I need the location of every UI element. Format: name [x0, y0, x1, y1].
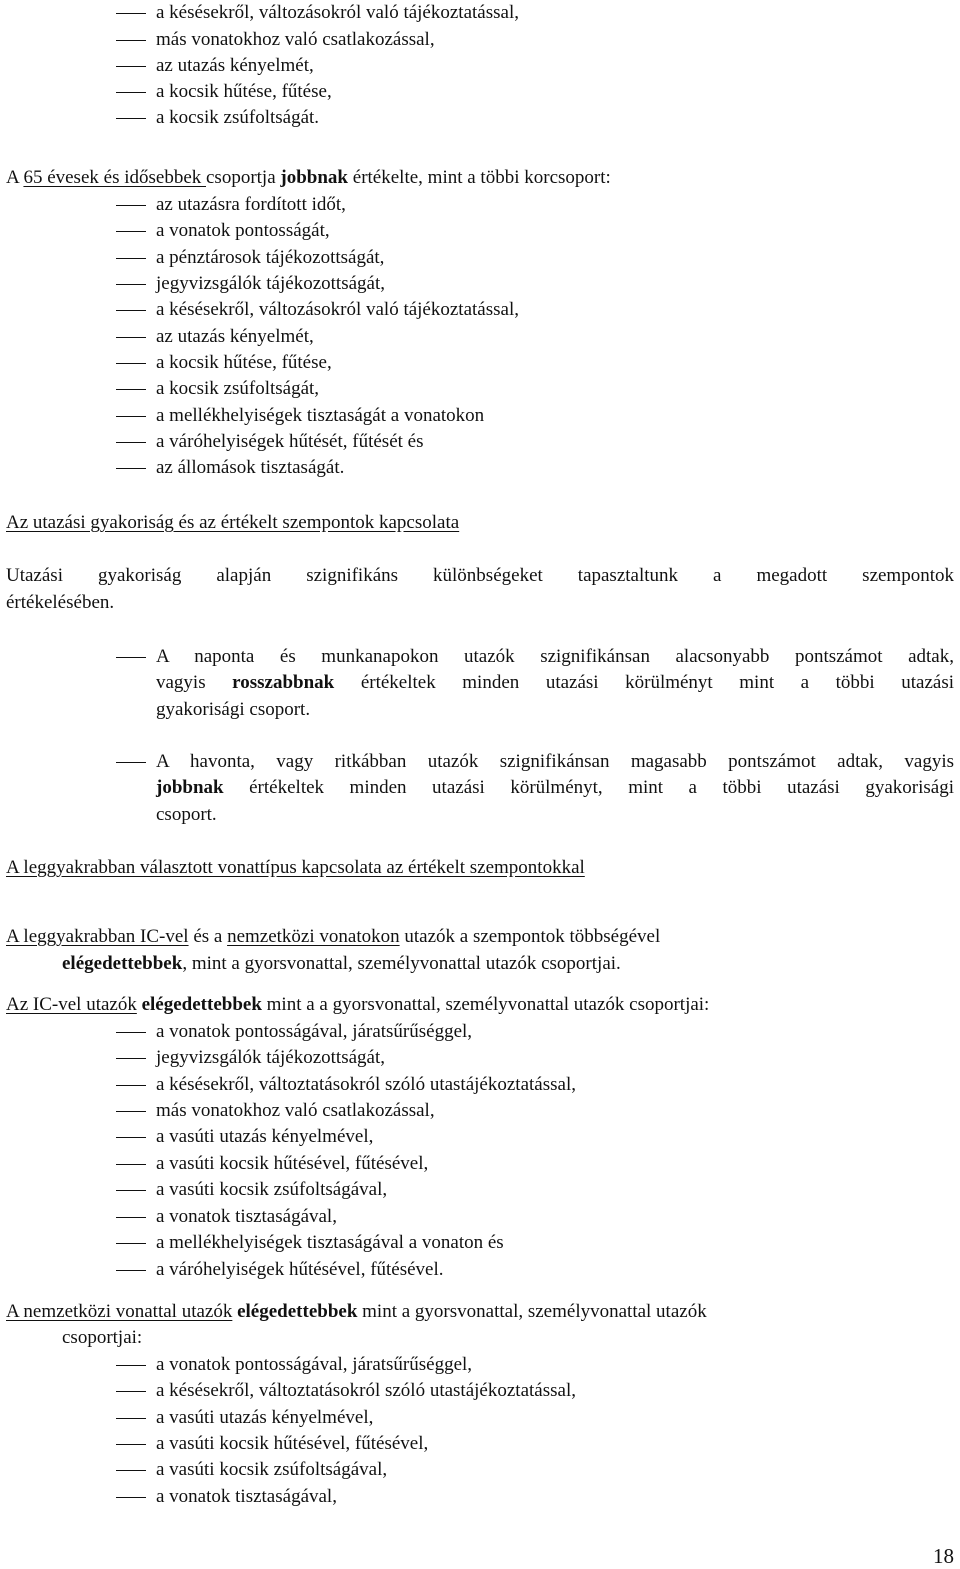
underlined-text: A nemzetközi vonattal utazók	[6, 1301, 233, 1322]
dash-bullet	[116, 468, 146, 469]
list-item: az utazás kényelmét,	[156, 326, 314, 347]
bullet-monthly-line	[156, 775, 954, 801]
underlined-text: nemzetközi vonatokon	[227, 926, 400, 947]
list-item: a pénztárosok tájékozottságát,	[156, 247, 385, 268]
list-item: a vasúti kocsik hűtésével, fűtésével,	[156, 1153, 429, 1174]
dash-bullet	[116, 762, 146, 763]
list-item: a váróhelyiségek hűtésével, fűtésével.	[156, 1259, 444, 1280]
list-item: más vonatokhoz való csatlakozással,	[156, 1100, 435, 1121]
list-item: a vasúti kocsik hűtésével, fűtésével,	[156, 1433, 429, 1454]
dash-bullet	[116, 284, 146, 285]
text: értékelte, mint a többi korcsoport:	[348, 167, 611, 188]
text: értékeltek minden utazási körülményt, mint a többi utazási gyakorisági	[223, 777, 954, 798]
list-item: a késésekről, változtatásokról szóló utastájékoztatással,	[156, 1074, 576, 1095]
page-number: 18	[933, 1544, 954, 1568]
dash-bullet	[116, 1243, 146, 1244]
dash-bullet	[116, 1032, 146, 1033]
list-item: a vasúti utazás kényelmével,	[156, 1126, 374, 1147]
text: mint a gyorsvonattal, személyvonattal utazók	[357, 1301, 707, 1322]
dash-bullet	[116, 389, 146, 390]
paragraph-international	[6, 1299, 707, 1325]
dash-bullet	[116, 1217, 146, 1218]
list-item: jegyvizsgálók tájékozottságát,	[156, 1047, 385, 1068]
list-item: a késésekről, változásokról való tájékoztatással,	[156, 2, 519, 23]
bold-text: elégedettebbek	[62, 953, 183, 974]
list-item: a vonatok tisztaságával,	[156, 1206, 337, 1227]
dash-bullet	[116, 1111, 146, 1112]
list-item: a késésekről, változásokról való tájékoztatással,	[156, 299, 519, 320]
dash-bullet	[116, 118, 146, 119]
dash-bullet	[116, 337, 146, 338]
bullet-daily-line: A naponta és munkanapokon utazók szignifikánsan alacsonyabb pontszámot adtak,	[156, 646, 954, 667]
bullet-monthly-line: A havonta, vagy ritkábban utazók szignifikánsan magasabb pontszámot adtak, vagyis	[156, 751, 954, 772]
text: és a	[188, 926, 228, 947]
dash-bullet	[116, 442, 146, 443]
dash-bullet	[116, 13, 146, 14]
list-item: a kocsik zsúfoltságát,	[156, 378, 320, 399]
text: mint a a gyorsvonattal, személyvonattal utazók csoportjai:	[261, 994, 710, 1015]
bold-text: jobbnak	[156, 777, 224, 798]
text: értékeltek minden utazási körülményt mint a többi utazási	[334, 672, 955, 693]
dash-bullet	[116, 231, 146, 232]
bullet-monthly-line: csoport.	[156, 804, 217, 825]
paragraph-frequency-line: értékelésében.	[6, 592, 115, 613]
bullet-daily-line	[156, 670, 954, 696]
dash-bullet	[116, 40, 146, 41]
dash-bullet	[116, 1058, 146, 1059]
dash-bullet	[116, 1190, 146, 1191]
dash-bullet	[116, 1085, 146, 1086]
list-item: a kocsik zsúfoltságát.	[156, 107, 320, 128]
list-item: a vasúti utazás kényelmével,	[156, 1407, 374, 1428]
list-item: a mellékhelyiségek tisztaságát a vonatokon	[156, 405, 485, 426]
text: utazók a szempontok többségével	[399, 926, 661, 947]
list-item: a vonatok pontosságával, járatsűrűséggel,	[156, 1354, 473, 1375]
list-item: a vasúti kocsik zsúfoltságával,	[156, 1459, 388, 1480]
underlined-text: A leggyakrabban IC-vel	[6, 926, 189, 947]
paragraph-international-line2: csoportjai:	[62, 1327, 143, 1348]
dash-bullet	[116, 416, 146, 417]
list-item: a kocsik hűtése, fűtése,	[156, 352, 332, 373]
bold-text: elégedettebbek	[237, 1301, 358, 1322]
dash-bullet	[116, 1391, 146, 1392]
dash-bullet	[116, 1444, 146, 1445]
dash-bullet	[116, 1270, 146, 1271]
list-item: a vonatok tisztaságával,	[156, 1486, 337, 1507]
section-heading-train-type: A leggyakrabban választott vonattípus kapcsolata az értékelt szempontokkal	[6, 857, 585, 878]
paragraph-age-65	[6, 165, 611, 191]
list-item: a vasúti kocsik zsúfoltságával,	[156, 1179, 388, 1200]
paragraph-ic	[6, 992, 709, 1018]
text: csoportja	[206, 167, 281, 188]
list-item: jegyvizsgálók tájékozottságát,	[156, 273, 385, 294]
bullet-daily-line: gyakorisági csoport.	[156, 699, 311, 720]
bold-text: elégedettebbek	[141, 994, 262, 1015]
dash-bullet	[116, 258, 146, 259]
list-item: más vonatokhoz való csatlakozással,	[156, 29, 435, 50]
list-item: a vonatok pontosságát,	[156, 220, 330, 241]
dash-bullet	[116, 310, 146, 311]
dash-bullet	[116, 1365, 146, 1366]
text: vagyis	[156, 672, 233, 693]
list-item: a váróhelyiségek hűtését, fűtését és	[156, 431, 424, 452]
dash-bullet	[116, 66, 146, 67]
text: , mint a gyorsvonattal, személyvonattal utazók csoportjai.	[182, 953, 621, 974]
dash-bullet	[116, 205, 146, 206]
list-item: a késésekről, változtatásokról szóló utastájékoztatással,	[156, 1380, 576, 1401]
dash-bullet	[116, 1497, 146, 1498]
bold-text: rosszabbnak	[232, 672, 335, 693]
paragraph-train-type-line	[62, 951, 621, 977]
dash-bullet	[116, 1470, 146, 1471]
list-item: az utazás kényelmét,	[156, 55, 314, 76]
list-item: a kocsik hűtése, fűtése,	[156, 81, 332, 102]
dash-bullet	[116, 1418, 146, 1419]
bold-text: jobbnak	[280, 167, 349, 188]
paragraph-frequency-line: Utazási gyakoriság alapján szignifikáns különbségeket tapasztaltunk a megadott szempontok	[6, 565, 954, 586]
underlined-text: 65 évesek és idősebbek	[23, 167, 206, 188]
list-item: az utazásra fordított időt,	[156, 194, 346, 215]
list-item: a vonatok pontosságával, járatsűrűséggel,	[156, 1021, 473, 1042]
underlined-text: Az IC-vel utazók	[6, 994, 137, 1015]
list-item: az állomások tisztaságát.	[156, 457, 345, 478]
paragraph-train-type-line	[6, 924, 660, 950]
list-item: a mellékhelyiségek tisztaságával a vonaton és	[156, 1232, 504, 1253]
dash-bullet	[116, 657, 146, 658]
section-heading-frequency: Az utazási gyakoriság és az értékelt szempontok kapcsolata	[6, 512, 460, 533]
dash-bullet	[116, 1137, 146, 1138]
dash-bullet	[116, 1164, 146, 1165]
dash-bullet	[116, 92, 146, 93]
dash-bullet	[116, 363, 146, 364]
text: A	[6, 167, 24, 188]
